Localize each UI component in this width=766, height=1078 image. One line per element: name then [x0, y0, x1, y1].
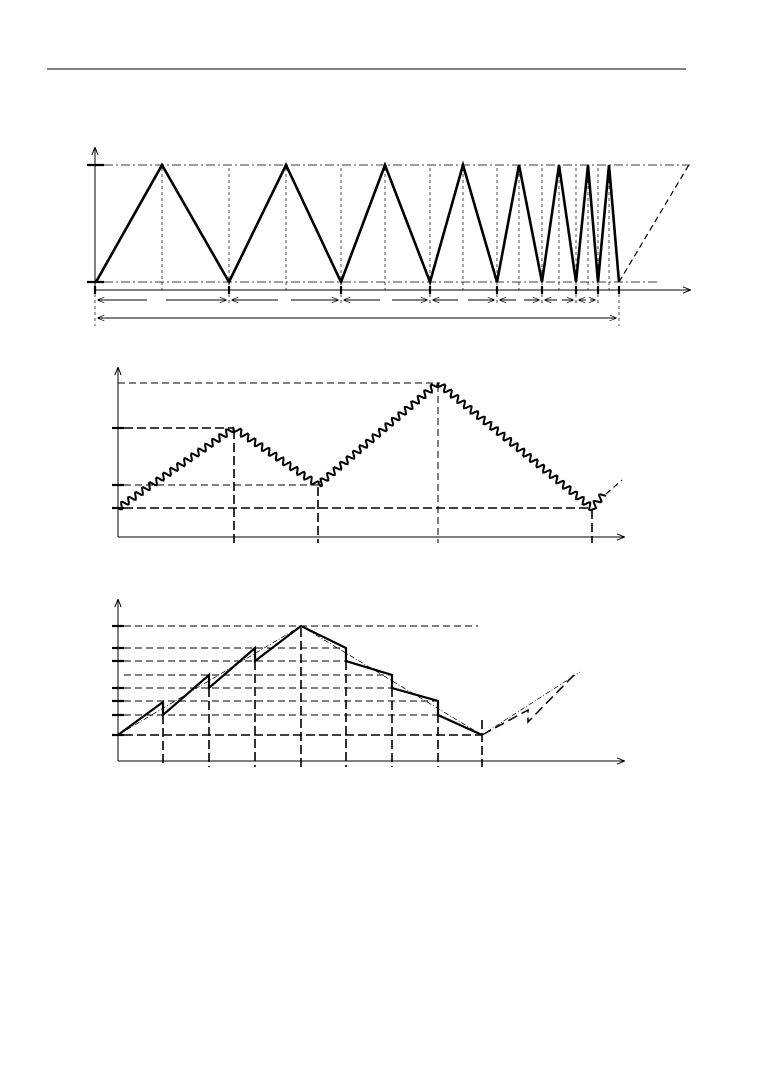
middle-continuation-line — [606, 480, 622, 494]
bottom-panel — [112, 600, 624, 767]
top-triangle-wave — [96, 165, 619, 282]
bottom-staircase-wave — [118, 626, 482, 735]
bottom-vertical-guides — [163, 628, 482, 767]
top-panel — [87, 148, 690, 326]
middle-wavy-wave — [118, 383, 606, 511]
top-vertical-guides — [162, 168, 609, 290]
bottom-level-lines — [124, 626, 482, 735]
top-interval-guides — [95, 294, 619, 326]
top-continuation-line — [619, 163, 690, 282]
middle-panel — [112, 368, 624, 543]
